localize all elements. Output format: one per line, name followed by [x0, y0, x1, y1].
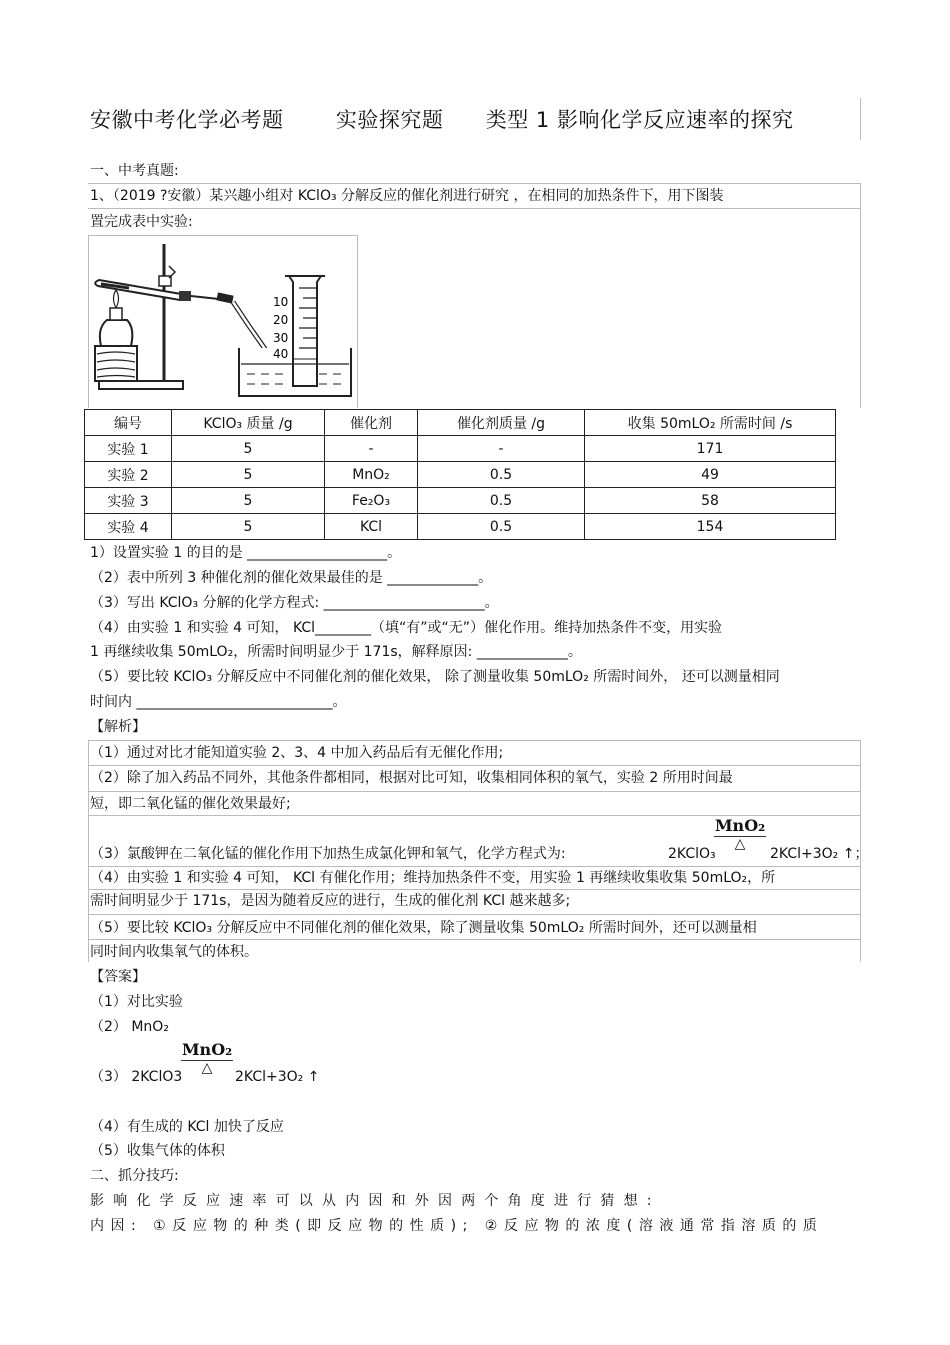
divider	[88, 183, 861, 184]
title-part3: 类型 1 影响化学反应速率的探究	[485, 108, 794, 132]
analysis-2-cont: 短，即二氧化锰的催化效果最好;	[90, 796, 291, 812]
analysis-5: （5）要比较 KClO₃ 分解反应中不同催化剂的催化效果，除了测量收集 50mLO₂ 所需时间外，还可以测量相	[90, 920, 757, 936]
tick-label: 10	[273, 295, 289, 309]
table-row	[85, 462, 836, 488]
catalyst-label: MnO₂	[181, 1040, 233, 1059]
divider	[88, 889, 861, 890]
table-cell: 0.5	[418, 514, 585, 540]
question-4: （4）由实验 1 和实验 4 可知， KCl________（填“有”或“无”）催化作用。维持加热条件不变，用实验	[90, 620, 723, 636]
answer-5: （5）收集气体的体积	[90, 1143, 225, 1159]
divider	[88, 914, 861, 915]
answer-1: （1）对比实验	[90, 994, 183, 1010]
tick-label: 40	[273, 347, 289, 361]
question-1-intro: 1、（2019 ?安徽）某兴趣小组对 KClO₃ 分解反应的催化剂进行研究 ，在相同的加热条件下，用下图装	[90, 188, 724, 204]
divider	[88, 765, 861, 766]
divider	[88, 208, 861, 209]
table-header: 催化剂质量 /g	[418, 410, 585, 436]
question-5-cont: 时间内 ____________________________。	[90, 694, 347, 710]
divider	[88, 740, 861, 741]
equation-left: 2KClO₃	[668, 846, 716, 862]
table-row	[85, 488, 836, 514]
divider	[88, 866, 861, 867]
tip-2: 内因: ①反应物的种类(即反应物的性质); ②反应物的浓度(溶液通常指溶质的质	[90, 1218, 824, 1234]
analysis-2: （2）除了加入药品不同外，其他条件都相同，根据对比可知，收集相同体积的氧气，实验 2 所用时间最	[90, 770, 733, 786]
table-cell: 5	[172, 436, 325, 462]
table-cell: 0.5	[418, 488, 585, 514]
table-cell: KCl	[325, 514, 418, 540]
answer-3-right: 2KCl+3O₂ ↑	[235, 1069, 320, 1085]
equation-right: 2KCl+3O₂ ↑；	[770, 846, 869, 862]
experiment-table	[84, 409, 836, 540]
analysis-4-cont: 需时间明显少于 171s，是因为随着反应的进行，生成的催化剂 KCl 越来越多;	[90, 893, 571, 909]
heat-symbol: △	[201, 1060, 213, 1076]
apparatus-figure	[88, 235, 358, 408]
table-cell: -	[418, 436, 585, 462]
title-part2: 实验探究题	[335, 108, 444, 132]
heat-symbol: △	[734, 836, 746, 852]
divider	[88, 939, 861, 940]
divider	[88, 791, 861, 792]
question-4-cont: 1 再继续收集 50mLO₂，所需时间明显少于 171s，解释原因: _____________。	[90, 644, 582, 660]
analysis-3: （3）氯酸钾在二氧化锰的催化作用下加热生成氯化钾和氧气，化学方程式为:	[90, 846, 566, 862]
table-cell: 实验 4	[85, 514, 172, 540]
answer-3-left: （3） 2KClO3	[90, 1069, 183, 1085]
question-1: 1）设置实验 1 的目的是 ____________________。	[90, 545, 402, 561]
catalyst-label: MnO₂	[714, 816, 766, 835]
table-cell: 实验 2	[85, 462, 172, 488]
section-heading-2: 二、抓分技巧:	[90, 1168, 179, 1184]
analysis-5-cont: 同时间内收集氧气的体积。	[90, 944, 258, 960]
table-cell: 5	[172, 462, 325, 488]
table-cell: Fe₂O₃	[325, 488, 418, 514]
page-title	[90, 104, 793, 134]
table-cell: 171	[585, 436, 836, 462]
tick-label: 30	[273, 331, 289, 345]
analysis-label: 【解析】	[90, 719, 146, 735]
table-row	[85, 514, 836, 540]
question-5: （5）要比较 KClO₃ 分解反应中不同催化剂的催化效果， 除了测量收集 50mLO₂ 所需时间外， 还可以测量相同	[90, 669, 780, 685]
table-header: 编号	[85, 410, 172, 436]
table-header-row	[85, 410, 836, 436]
table-header: 催化剂	[325, 410, 418, 436]
table-cell: 58	[585, 488, 836, 514]
answer-2: （2） MnO₂	[90, 1019, 169, 1035]
divider	[860, 98, 861, 140]
table-cell: MnO₂	[325, 462, 418, 488]
question-1-intro-cont: 置完成表中实验:	[90, 214, 193, 230]
table-header: KClO₃ 质量 /g	[172, 410, 325, 436]
table-cell: 0.5	[418, 462, 585, 488]
title-part1: 安徽中考化学必考题	[90, 108, 284, 132]
answer-4: （4）有生成的 KCl 加快了反应	[90, 1119, 284, 1135]
apparatus-diagram	[89, 236, 357, 408]
analysis-4: （4）由实验 1 和实验 4 可知， KCl 有催化作用；维持加热条件不变，用实验 1 再继续收集收集 50mLO₂，所	[90, 870, 776, 886]
section-heading-1: 一、中考真题:	[90, 163, 179, 179]
table-cell: 49	[585, 462, 836, 488]
tip-1: 影响化学反应速率可以从内因和外因两个角度进行猜想:	[90, 1193, 661, 1209]
divider	[88, 740, 89, 962]
answer-label: 【答案】	[90, 969, 146, 985]
question-2: （2）表中所列 3 种催化剂的催化效果最佳的是 _____________。	[90, 570, 493, 586]
reaction-condition	[181, 1042, 233, 1075]
reaction-condition	[714, 818, 766, 851]
divider	[860, 183, 861, 408]
table-cell: -	[325, 436, 418, 462]
question-3: （3）写出 KClO₃ 分解的化学方程式: _______________________。	[90, 595, 499, 611]
table-cell: 5	[172, 514, 325, 540]
analysis-1: （1）通过对比才能知道实验 2、3、4 中加入药品后有无催化作用;	[90, 745, 504, 761]
table-header: 收集 50mLO₂ 所需时间 /s	[585, 410, 836, 436]
table-cell: 154	[585, 514, 836, 540]
table-row	[85, 436, 836, 462]
table-cell: 5	[172, 488, 325, 514]
tick-label: 20	[273, 313, 289, 327]
table-cell: 实验 3	[85, 488, 172, 514]
table-cell: 实验 1	[85, 436, 172, 462]
